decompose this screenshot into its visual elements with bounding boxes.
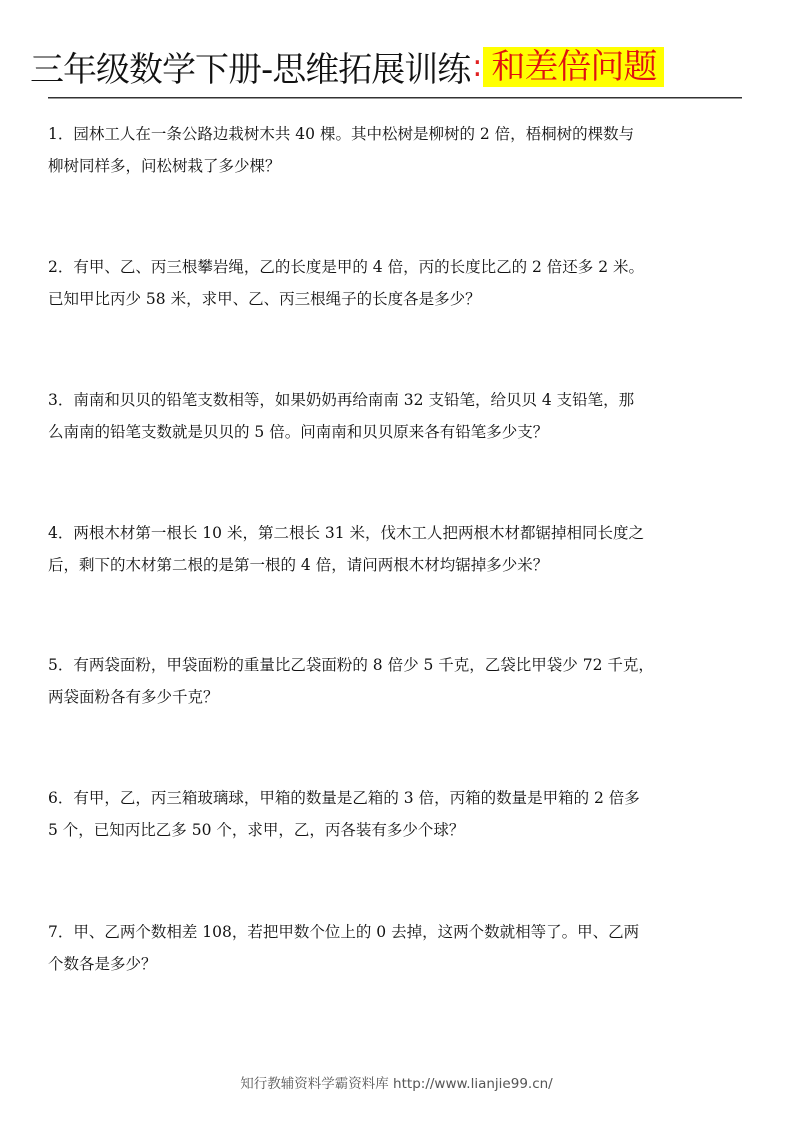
problem-line: 后，剩下的木材第二根的是第一根的 4 倍，请问两根木材均锯掉多少米？: [48, 556, 549, 574]
problem-1: [48, 118, 748, 182]
problem-line: 2．有甲、乙、丙三根攀岩绳，乙的长度是甲的 4 倍，丙的长度比乙的 2 倍还多 2 米。: [48, 258, 645, 276]
problem-3: [48, 384, 748, 448]
title-main: 三年级数学下册-思维拓展训练: [30, 50, 471, 90]
problem-4: [48, 517, 748, 581]
problem-7: [48, 916, 748, 980]
problem-2: [48, 251, 748, 315]
problem-6: [48, 782, 748, 846]
problem-line: 4．两根木材第一根长 10 米，第二根长 31 米，伐木工人把两根木材都锯掉相同长度之: [48, 524, 645, 542]
problem-line: 5．有两袋面粉，甲袋面粉的重量比乙袋面粉的 8 倍少 5 千克，乙袋比甲袋少 72 千克，: [48, 656, 654, 674]
problem-line: 已知甲比丙少 58 米，求甲、乙、丙三根绳子的长度各是多少？: [48, 290, 481, 308]
problem-line: 3．南南和贝贝的铅笔支数相等，如果奶奶再给南南 32 支铅笔，给贝贝 4 支铅笔，那: [48, 391, 635, 409]
title-colon: :: [472, 49, 482, 84]
footer-watermark: 知行教辅资料学霸资料库 http://www.lianjie99.cn/: [240, 1076, 553, 1092]
problem-line: 5 个，已知丙比乙多 50 个，求甲，乙，丙各装有多少个球？: [48, 821, 465, 839]
problem-line: 1．园林工人在一条公路边栽树木共 40 棵。其中松树是柳树的 2 倍，梧桐树的棵数与: [48, 125, 635, 143]
problem-line: 7．甲、乙两个数相差 108，若把甲数个位上的 0 去掉，这两个数就相等了。甲、乙两: [48, 923, 640, 941]
page-title: [30, 42, 664, 91]
problem-line: 两袋面粉各有多少千克？: [48, 688, 219, 706]
problem-line: 么南南的铅笔支数就是贝贝的 5 倍。问南南和贝贝原来各有铅笔多少支？: [48, 423, 549, 441]
problem-line: 个数各是多少？: [48, 955, 157, 973]
problem-5: [48, 649, 748, 713]
header-divider: [48, 97, 742, 98]
problem-line: 6．有甲，乙，丙三箱玻璃球，甲箱的数量是乙箱的 3 倍，丙箱的数量是甲箱的 2 倍多: [48, 789, 640, 807]
problem-line: 柳树同样多，问松树栽了多少棵？: [48, 157, 281, 175]
title-highlight: 和差倍问题: [483, 47, 664, 87]
